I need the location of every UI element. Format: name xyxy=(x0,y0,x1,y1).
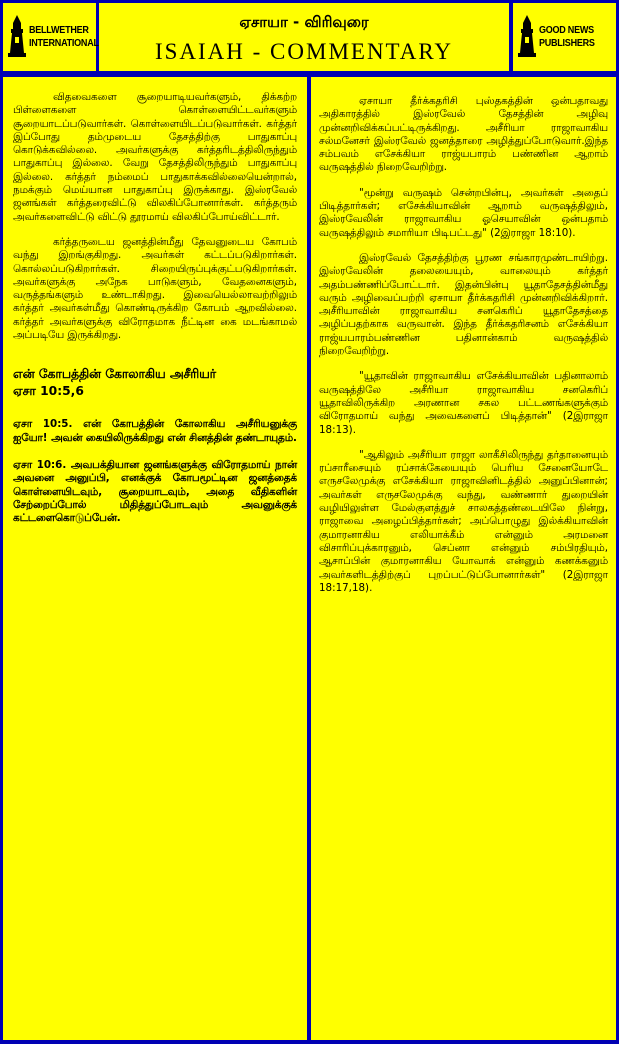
logo-left-line1: BELLWETHER xyxy=(29,24,89,36)
logo-left-line2: INTERNATIONAL xyxy=(29,37,99,49)
logo-right-line2: PUBLISHERS xyxy=(539,37,595,49)
bell-tower-icon xyxy=(517,15,537,59)
verse-10-5: ஏசா 10:5. என் கோபத்தின் கோலாகிய அசீரியனுக்கு ஐயோ! அவன் கையிலிருக்கிறது என் சினத்தின் தண்டாயுதம். xyxy=(13,418,297,444)
bell-tower-icon xyxy=(7,15,27,59)
right-column xyxy=(311,77,616,1040)
good-news-logo xyxy=(513,3,616,71)
left-column xyxy=(3,77,307,1040)
title-english: ISAIAH - COMMENTARY xyxy=(154,39,454,64)
section-heading-ref: ஏசா 10:5,6 xyxy=(13,384,84,399)
left-paragraph-2: கர்த்தருடைய ஜனத்தின்மீது தேவனுடைய கோபம் வந்து இறங்குகிறது. அவர்கள் கட்டப்படுகிறார்கள். கொல்லப்படுகிறார்கள். சிறையிருப்புக்குட்படுகிறார்கள். அவர்களுக்கு அநேக பாடுகளும், வேதனைகளும், வருத்தங்களும் உண்டாகிறது. இவையெல்லாவற்றிலும் கர்த்தர் அவர்கள்மீது கொண்டிருக்கிற கோபம் ஆறவில்லை. கர்த்தர் அவர்களுக்கு விரோதமாக நீட்டின கை மடங்காமல் அப்படியே இருக்கிறது. xyxy=(13,235,297,342)
verse-10-6: ஏசா 10:6. அவபக்தியான ஜனங்களுக்கு விரோதமாய் நான் அவனை அனுப்பி, எனக்குக் கோபமூட்டின ஜனத்தைக் கொள்ளையிடவும், சூறையாடவும், அதை வீதிகளின் சேற்றைப்போல் மிதித்துப்போடவும் அவனுக்குக் கட்டளைகொடுப்பேன். xyxy=(13,458,297,525)
logo-right-line1: GOOD NEWS xyxy=(539,24,594,36)
bellwether-logo xyxy=(3,3,99,71)
scripture-quote-3: "ஆகிலும் அசீரியா ராஜா லாகீசிலிருந்து தர்தானையும் ரப்சாரீசையும் ரப்சாக்கேயையும் பெரிய சேனையோடே எருசலேமுக்கு எசேக்கியா ராஜாவினிடத்தில் அனுப்பினான்; அவர்கள் எருசலேமுக்கு வந்து, வண்ணார் துறையின் வழியிலுள்ள மேல்குளத்துச் சாலகத்தண்டையிலே நின்று, ராஜாவை அழைப்பித்தார்கள்; அப்பொழுது இல்க்கியாவின் குமாரனாகிய எலியாக்கீம் என்னும் அரமனை விசாரிப்புக்காரனும், செப்னா என்னும் சம்பிரதியும், ஆசாப்பின் குமாரனாகிய யோவாக் என்னும் கணக்கனும் அவர்களிடத்திற்குப் புறப்பட்டுப்போனார்கள்" (2இராஜா 18:17,18). xyxy=(319,448,608,594)
scripture-quote-1: "மூன்று வருஷம் சென்றபின்பு, அவர்கள் அதைப் பிடித்தார்கள்; எசேக்கியாவின் ஆறாம் வருஷத்திலும், இஸ்ரவேலின் ராஜாவாகிய ஓசெயாவின் ஒன்பதாம் வருஷத்திலும் சமாரியா பிடிபட்டது" (2இராஜா 18:10). xyxy=(319,186,608,239)
section-heading xyxy=(13,366,297,400)
page-header xyxy=(99,3,509,71)
scripture-quote-2: "யூதாவின் ராஜாவாகிய எசேக்கியாவின் பதினாலாம் வருஷத்திலே அசீரியா ராஜாவாகிய சனகெரிப் யூதாவிலிருக்கிற அரணான சகல பட்டணங்களுக்கும் விரோதமாய் வந்து அவைகளைப் பிடித்தான்" (2இராஜா 18:13). xyxy=(319,370,608,436)
section-heading-title: என் கோபத்தின் கோலாகிய அசீரியர் xyxy=(13,367,217,382)
right-paragraph-2: இஸ்ரவேல் தேசத்திற்கு பூரண சங்காரமுண்டாயிற்று. இஸ்ரவேலின் தலையையும், வாலையும் கர்த்தர் அதம்பண்ணிப்போட்டார். இதன்பின்பு யூதாதேசத்தின்மீது வரும் அழிவைப்பற்றி ஏசாயா தீர்க்கதரிசி முன்னறிவிக்கிறார். அசீரியாவின் ராஜாவாகிய சனகெரிப் யூதாதேசத்தை அழிப்பதற்காக வருவான். இந்த தீர்க்கதரிசனம் எசேக்கியா ராஜ்யபாரம்பண்ணின பதினான்காம் வருஷத்தில் நிறைவேறிற்று. xyxy=(319,251,608,358)
left-paragraph-1: விதவைகளை சூறையாடியவர்களும், திக்கற்ற பிள்ளைகளை கொள்ளையிட்டவர்களும் சூறையாடப்படுவார்கள். கொள்ளையிடப்படுவார்கள். கர்த்தர் இப்போது தம்முடைய தேசத்திற்கு பாதுகாப்பு கொடுக்கவில்லை. அவர்களுக்கு கர்த்தரிடத்திலிருந்தும் பாதுகாப்பு இல்லை. வேறு தேசத்திலிருந்தும் பாதுகாப்பு இல்லை. கர்த்தர் நம்மைப் பாதுகாக்கவில்லையென்றால், நமக்கும் மெய்யான பாதுகாப்பு இருக்காது. இஸ்ரவேல் ஜனங்கள் கர்த்தரைவிட்டு விலகிப்போனார்கள். கர்த்தரும் அவர்களைவிட்டு விட்டு தூரமாய் விலகிப்போய்விட்டார். xyxy=(13,91,297,223)
title-tamil: ஏசாயா - விரிவுரை xyxy=(239,13,369,31)
right-paragraph-1: ஏசாயா தீர்க்கதரிசி புஸ்தகத்தின் ஒன்பதாவது அதிகாரத்தில் இஸ்ரவேல் தேசத்தின் அழிவு முன்னறிவிக்கப்பட்டிருக்கிறது. அசீரியா ராஜாவாகிய சல்மனேசர் இஸ்ரவேல் ஜனத்தாரை அழித்துப்போடுவார்.இந்த சம்பவம் எசேக்கியா ராஜ்யபாரம் பண்ணின ஆறாம் வருஷத்தில் நிறைவேறிற்று. xyxy=(319,95,608,174)
